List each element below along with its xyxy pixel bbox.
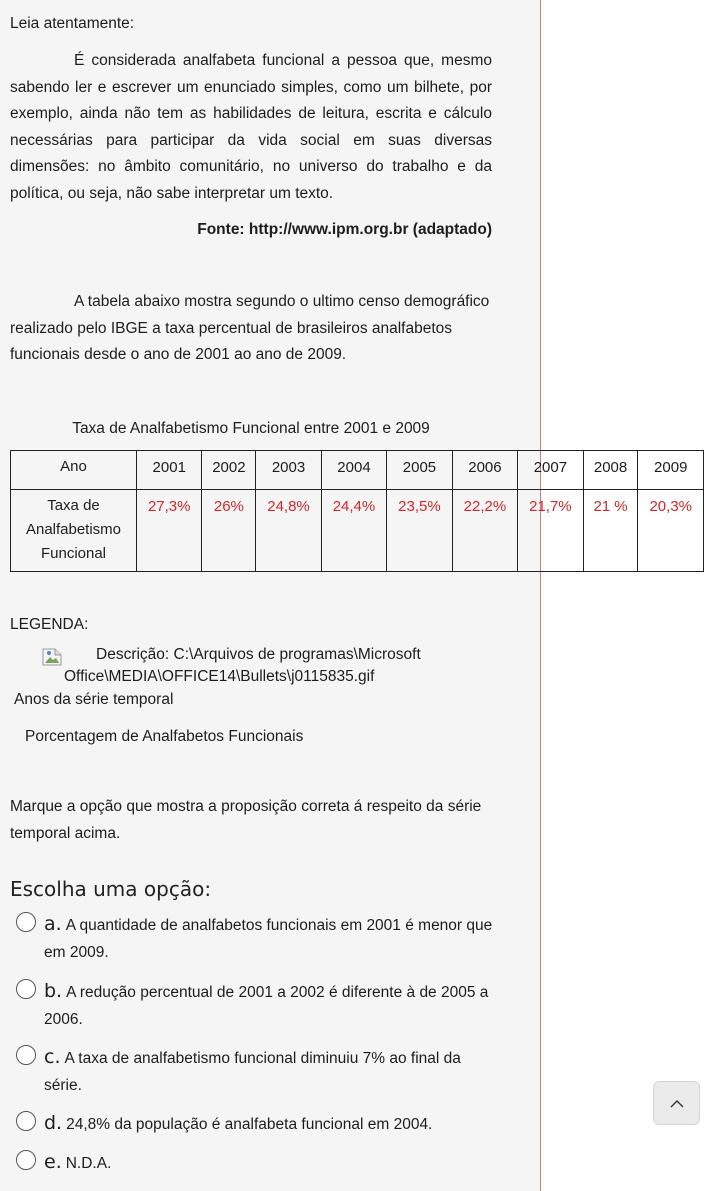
- value-cell: 23,5%: [387, 490, 452, 572]
- legend-title: LEGENDA:: [10, 616, 89, 633]
- source-citation: [10, 218, 492, 242]
- value-cell: 27,3%: [137, 490, 202, 572]
- option-text: 24,8% da população é analfabeta funcional em 2004.: [66, 1116, 433, 1133]
- legend-image-description: Descrição: C:\Arquivos de programas\Microsoft Office\MEDIA\OFFICE14\Bullets\j0115835.gif: [64, 646, 421, 685]
- margin-line: [540, 0, 541, 1191]
- option-label: [44, 1044, 496, 1099]
- option-letter: b.: [44, 980, 63, 1002]
- year-cell: 2008: [583, 451, 638, 490]
- value-cell: 20,3%: [638, 490, 704, 572]
- year-cell: 2009: [638, 451, 704, 490]
- option-text: N.D.A.: [65, 1155, 112, 1172]
- option-label: [44, 1149, 496, 1177]
- radio-button[interactable]: [16, 912, 36, 932]
- year-cell: 2006: [452, 451, 517, 490]
- table-title: Taxa de Analfabetismo Funcional entre 2001 e 2009: [72, 420, 430, 437]
- option-e[interactable]: [16, 1149, 496, 1177]
- year-cell: 2004: [321, 451, 386, 490]
- radio-button[interactable]: [16, 1045, 36, 1065]
- scroll-to-top-button[interactable]: [653, 1081, 700, 1125]
- value-cell: 21 %: [583, 490, 638, 572]
- option-d[interactable]: [16, 1110, 496, 1138]
- option-text: A taxa de analfabetismo funcional diminuiu 7% ao final da série.: [44, 1050, 461, 1094]
- option-a[interactable]: [16, 911, 496, 966]
- year-cell: 2002: [202, 451, 256, 490]
- year-cell: 2005: [387, 451, 452, 490]
- value-cell: 21,7%: [518, 490, 583, 572]
- option-text: A quantidade de analfabetos funcionais em 2001 é menor que em 2009.: [44, 917, 493, 961]
- option-c[interactable]: [16, 1044, 496, 1099]
- legend-years-label: Anos da série temporal: [14, 691, 174, 708]
- option-letter: d.: [44, 1112, 63, 1134]
- option-letter: c.: [44, 1046, 61, 1068]
- choose-option-label: Escolha uma opção:: [10, 877, 212, 901]
- year-cell: 2007: [518, 451, 583, 490]
- option-b[interactable]: [16, 978, 496, 1033]
- value-cell: 24,4%: [321, 490, 386, 572]
- year-cell: 2001: [137, 451, 202, 490]
- radio-button[interactable]: [16, 1111, 36, 1131]
- table-header-row: [11, 451, 704, 490]
- value-cell: 24,8%: [256, 490, 321, 572]
- option-letter: a.: [44, 913, 62, 935]
- legend-percent-label: Porcentagem de Analfabetos Funcionais: [25, 728, 304, 745]
- option-label: [44, 911, 496, 966]
- year-cell: 2003: [256, 451, 321, 490]
- row-label-cell: Taxa de Analfabetismo Funcional: [11, 490, 137, 572]
- definition-paragraph: É considerada analfabeta funcional a pessoa que, mesmo sabendo ler e escrever um enunciado simples, como um bilhete, por exemplo, ainda não tem as habilidades de leitura, escrita e cálculo necessárias para participar da vida social em suas diversas dimensões: no âmbito comunitário, no universo do trabalho e da política, ou seja, não sabe interpretar um texto.: [10, 52, 492, 202]
- intro-text: Leia atentamente:: [10, 15, 135, 32]
- question-text: Marque a opção que mostra a proposição correta á respeito da série temporal acima.: [10, 798, 482, 842]
- broken-image-icon: [42, 648, 62, 666]
- value-cell: 22,2%: [452, 490, 517, 572]
- value-cell: 26%: [202, 490, 256, 572]
- option-label: [44, 978, 496, 1033]
- option-label: [44, 1110, 496, 1138]
- table-value-row: [11, 490, 704, 572]
- radio-button[interactable]: [16, 1150, 36, 1170]
- literacy-table: [10, 450, 704, 572]
- right-gutter: [540, 0, 704, 1191]
- source-text: Fonte: http://www.ipm.org.br (adaptado): [197, 221, 492, 238]
- header-label-cell: Ano: [11, 451, 137, 490]
- radio-button[interactable]: [16, 979, 36, 999]
- chevron-up-icon: [670, 1099, 684, 1108]
- option-letter: e.: [44, 1151, 62, 1173]
- option-text: A redução percentual de 2001 a 2002 é diferente à de 2005 a 2006.: [44, 984, 489, 1028]
- table-intro-paragraph: A tabela abaixo mostra segundo o ultimo censo demográfico realizado pelo IBGE a taxa percentual de brasileiros analfabetos funcionais desde o ano de 2001 ao ano de 2009.: [10, 293, 490, 364]
